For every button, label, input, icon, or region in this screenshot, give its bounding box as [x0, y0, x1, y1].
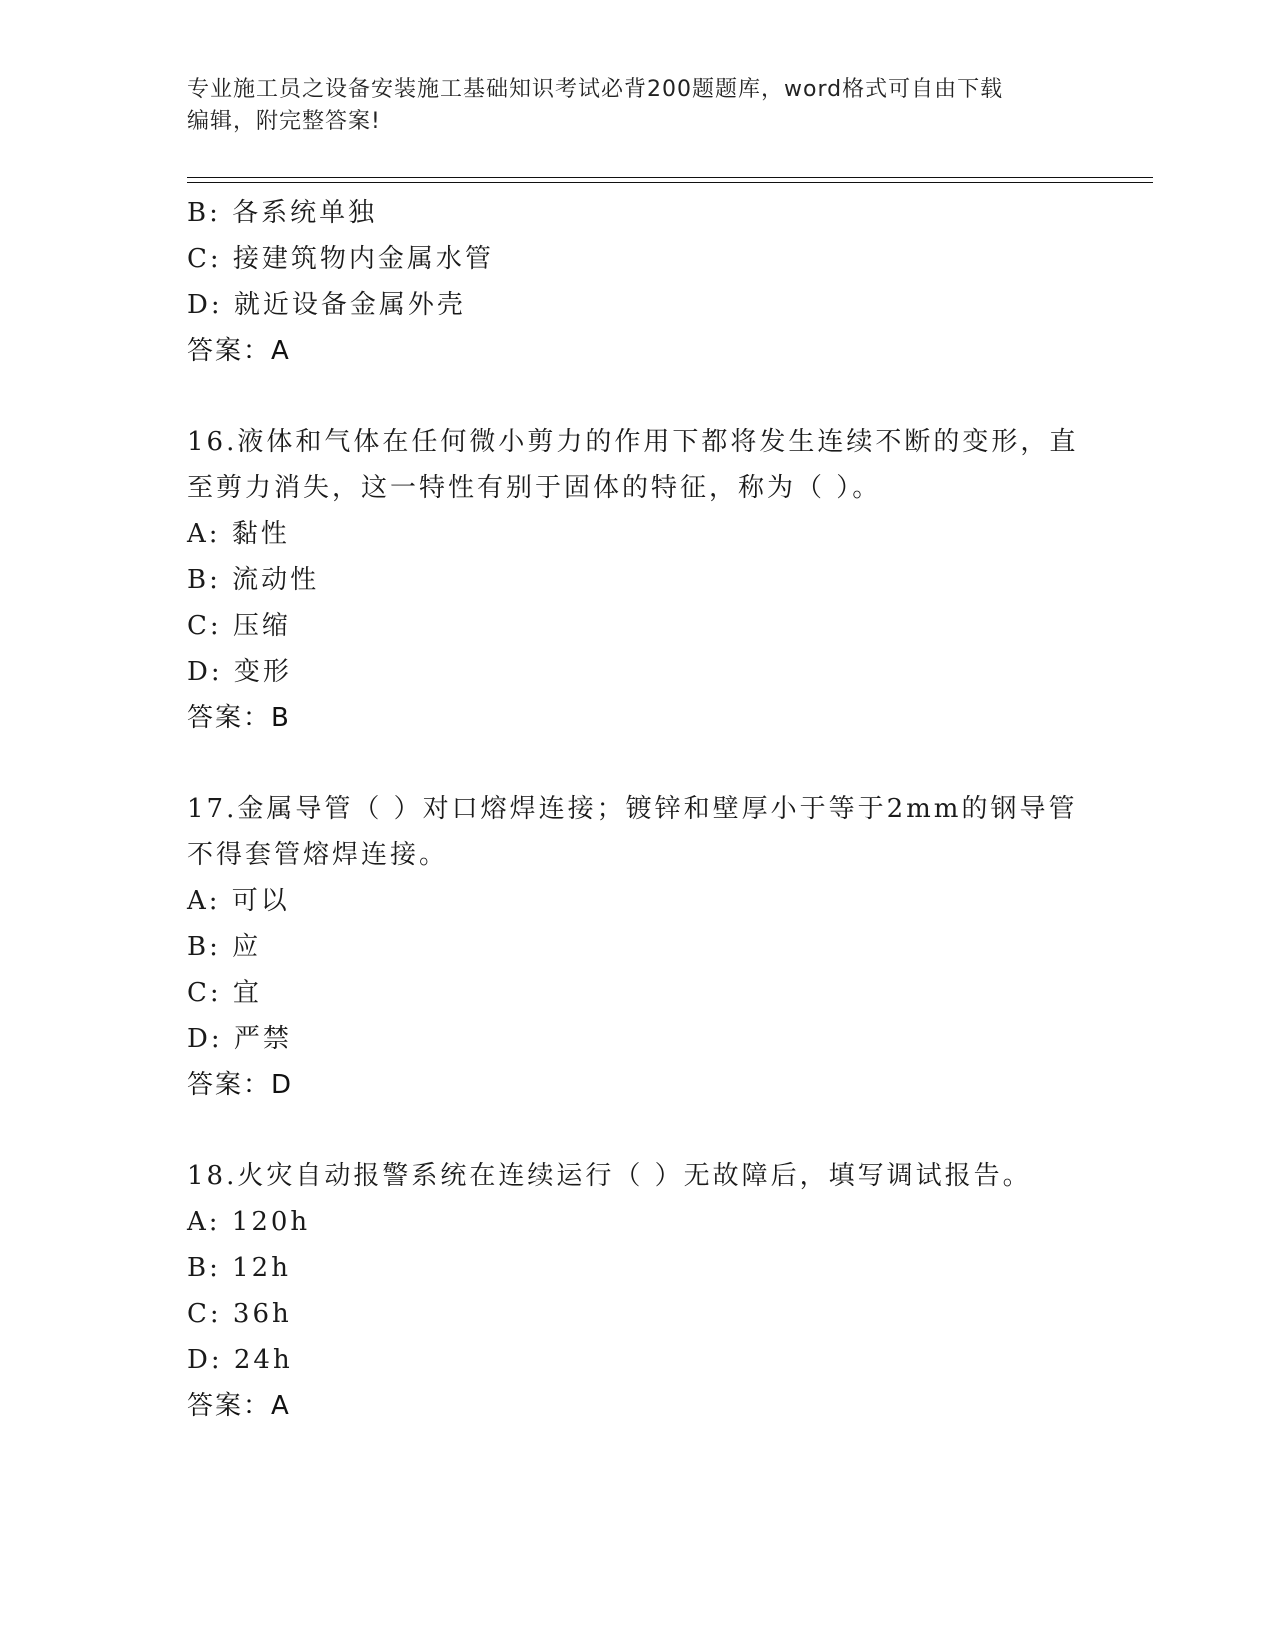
question-18 [187, 1153, 1087, 1429]
option-d: D: 24h [187, 1345, 293, 1375]
option-d: D: 就近设备金属外壳 [187, 290, 466, 320]
question-15-tail [187, 190, 1087, 374]
document-header [187, 74, 1087, 138]
question-16 [187, 419, 1087, 741]
option-c: C: 压缩 [187, 611, 291, 641]
option-b: B: 各系统单独 [187, 198, 378, 228]
question-list [187, 190, 1087, 1429]
question-stem-line: 至剪力消失，这一特性有别于固体的特征，称为（ ）。 [187, 473, 882, 503]
question-17 [187, 786, 1087, 1108]
question-stem-line: 17.金属导管（ ）对口熔焊连接；镀锌和壁厚小于等于2mm的钢导管 [187, 794, 1078, 824]
answer-line: 答案：A [187, 1391, 291, 1421]
option-b: B: 12h [187, 1253, 291, 1283]
header-line-2: 编辑，附完整答案! [187, 109, 381, 134]
header-rule-top [187, 177, 1153, 178]
question-stem-line: 不得套管熔焊连接。 [187, 840, 449, 870]
question-stem-line: 18.火灾自动报警系统在连续运行（ ）无故障后，填写调试报告。 [187, 1161, 1032, 1191]
answer-line: 答案：A [187, 336, 291, 366]
option-d: D: 变形 [187, 657, 292, 687]
option-c: C: 36h [187, 1299, 292, 1329]
answer-line: 答案：B [187, 703, 291, 733]
option-b: B: 应 [187, 932, 262, 962]
option-c: C: 宜 [187, 978, 262, 1008]
option-b: B: 流动性 [187, 565, 320, 595]
header-rule-bottom [187, 182, 1153, 183]
option-d: D: 严禁 [187, 1024, 292, 1054]
question-stem-line: 16.液体和气体在任何微小剪力的作用下都将发生连续不断的变形，直 [187, 427, 1079, 457]
option-a: A: 可以 [187, 886, 290, 916]
option-a: A: 120h [187, 1207, 311, 1237]
option-c: C: 接建筑物内金属水管 [187, 244, 494, 274]
answer-line: 答案：D [187, 1070, 294, 1100]
option-a: A: 黏性 [187, 519, 290, 549]
header-line-1: 专业施工员之设备安装施工基础知识考试必背200题题库，word格式可自由下载 [187, 77, 1004, 102]
